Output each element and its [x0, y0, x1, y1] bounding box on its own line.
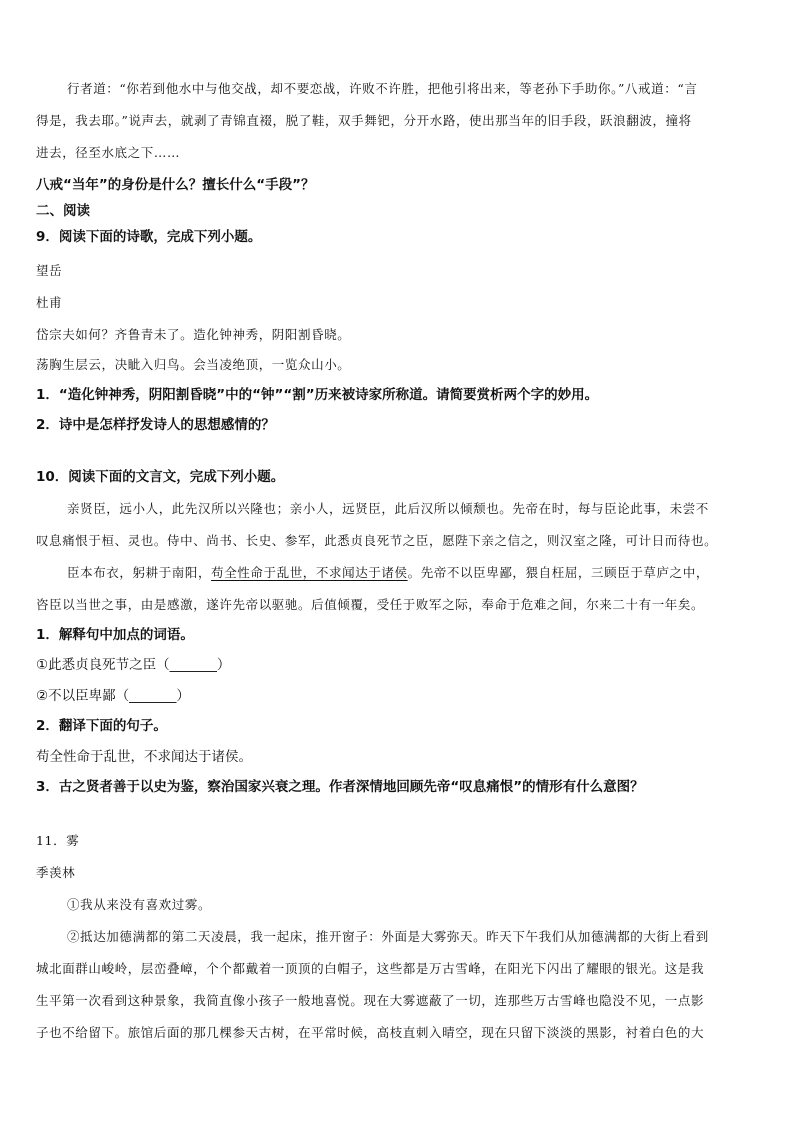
blank-1-answer-line[interactable]: _______ — [169, 657, 217, 673]
passage-line-4: 咨臣以当世之事，由是感激，遂许先帝以驱驰。后值倾覆，受任于败军之际，奉命于危难之间，尔来二十有一年矣。 — [36, 597, 705, 612]
q9-sub-1: 1．“造化钟神秀，阴阳割昏晓”中的“钟”“割”历来被诗家所称道。请简要赏析两个字的妙用。 — [36, 387, 599, 403]
excerpt-line-1: 行者道：“你若到他水中与他交战，却不要恋战，许败不许胜，把他引将出来，等老孙下手助你。”八戒道：“言 — [67, 81, 698, 96]
poem-author: 杜甫 — [36, 295, 63, 310]
blank-1-close: ） — [216, 657, 231, 673]
section-heading: 二、阅读 — [36, 203, 90, 219]
q9-sub-2: 2．诗中是怎样抒发诗人的思想感情的？ — [36, 417, 275, 433]
blank-2-answer-line[interactable]: _______ — [129, 688, 177, 704]
q11-author: 季羡林 — [36, 865, 76, 880]
q10-sub-1: 1．解释句中加点的词语。 — [36, 627, 194, 643]
excerpt-line-2: 得是，我去耶。”说声去，就剥了青锦直裰，脱了鞋，双手舞钯，分开水路，使出那当年的旧手段，跃浪翻波，撞将 — [36, 113, 692, 128]
passage-line-2: 叹息痛恨于桓、灵也。侍中、尚书、长史、参军，此悉贞良死节之臣，愿陛下亲之信之，则汉室之隆，可计日而待也。 — [36, 533, 718, 548]
passage-underlined-sentence: 苟全性命于乱世，不求闻达于诸侯 — [211, 565, 408, 580]
poem-line-2: 荡胸生层云，决眦入归鸟。会当凌绝顶，一览众山小。 — [36, 357, 351, 372]
poem-title: 望岳 — [36, 263, 63, 278]
passage-line-3 — [67, 564, 755, 582]
q10-sub-3: 3．古之贤者善于以史为鉴，察治国家兴衰之理。作者深情地回顾先帝“叹息痛恨”的情形有什么意图？ — [36, 779, 644, 795]
blank-2-close: ） — [176, 688, 190, 704]
q11-para-2-line-2: 城北面群山峻岭，层峦叠嶂，个个都戴着一顶顶的白帽子，这些都是万古雪峰，在阳光下闪出了耀眼的银光。这是我 — [36, 961, 705, 976]
passage-line-1: 亲贤臣，远小人，此先汉所以兴隆也；亲小人，远贤臣，此后汉所以倾颓也。先帝在时，每与臣论此事，未尝不 — [67, 501, 709, 516]
q11-para-2-line-4: 子也不给留下。旅馆后面的那几棵参天古树，在平常时候，高枝直刺入晴空，现在只留下淡淡的黑影，衬着白色的大 — [36, 1025, 705, 1040]
blank-1-label: ①此悉贞良死节之臣（ — [36, 657, 170, 673]
passage-line-3-part-a: 臣本布衣，躬耕于南阳， — [67, 565, 212, 580]
q11-heading: 11．雾 — [36, 833, 80, 848]
passage-line-3-part-b: 。先帝不以臣卑鄙，猥自枉屈，三顾臣于草庐之中， — [407, 565, 709, 580]
q11-para-2-line-1: ②抵达加德满都的第二天凌晨，我一起床，推开窗子：外面是大雾弥天。昨天下午我们从加德满都的大街上看到 — [67, 929, 709, 944]
q9-heading: 9．阅读下面的诗歌，完成下列小题。 — [36, 229, 262, 245]
excerpt-line-3: 进去，径至水底之下…… — [36, 145, 181, 160]
q10-blank-2 — [36, 687, 190, 705]
q10-heading: 10．阅读下面的文言文，完成下列小题。 — [36, 469, 285, 485]
poem-line-1: 岱宗夫如何？齐鲁青未了。造化钟神秀，阴阳割昏晓。 — [36, 327, 351, 342]
q10-sub-2: 2．翻译下面的句子。 — [36, 718, 167, 734]
q10-blank-1 — [36, 656, 230, 674]
q11-para-1: ①我从来没有喜欢过雾。 — [67, 897, 212, 912]
blank-2-label: ②不以臣卑鄙（ — [36, 688, 130, 704]
q10-translate-sentence: 苟全性命于乱世，不求闻达于诸侯。 — [36, 749, 252, 765]
question-8: 八戒“当年”的身份是什么？擅长什么“手段”？ — [36, 177, 315, 193]
q11-para-2-line-3: 生平第一次看到这种景象，我简直像小孩子一般地喜悦。现在大雾遮蔽了一切，连那些万古雪峰也隐没不见，一点影 — [36, 993, 705, 1008]
